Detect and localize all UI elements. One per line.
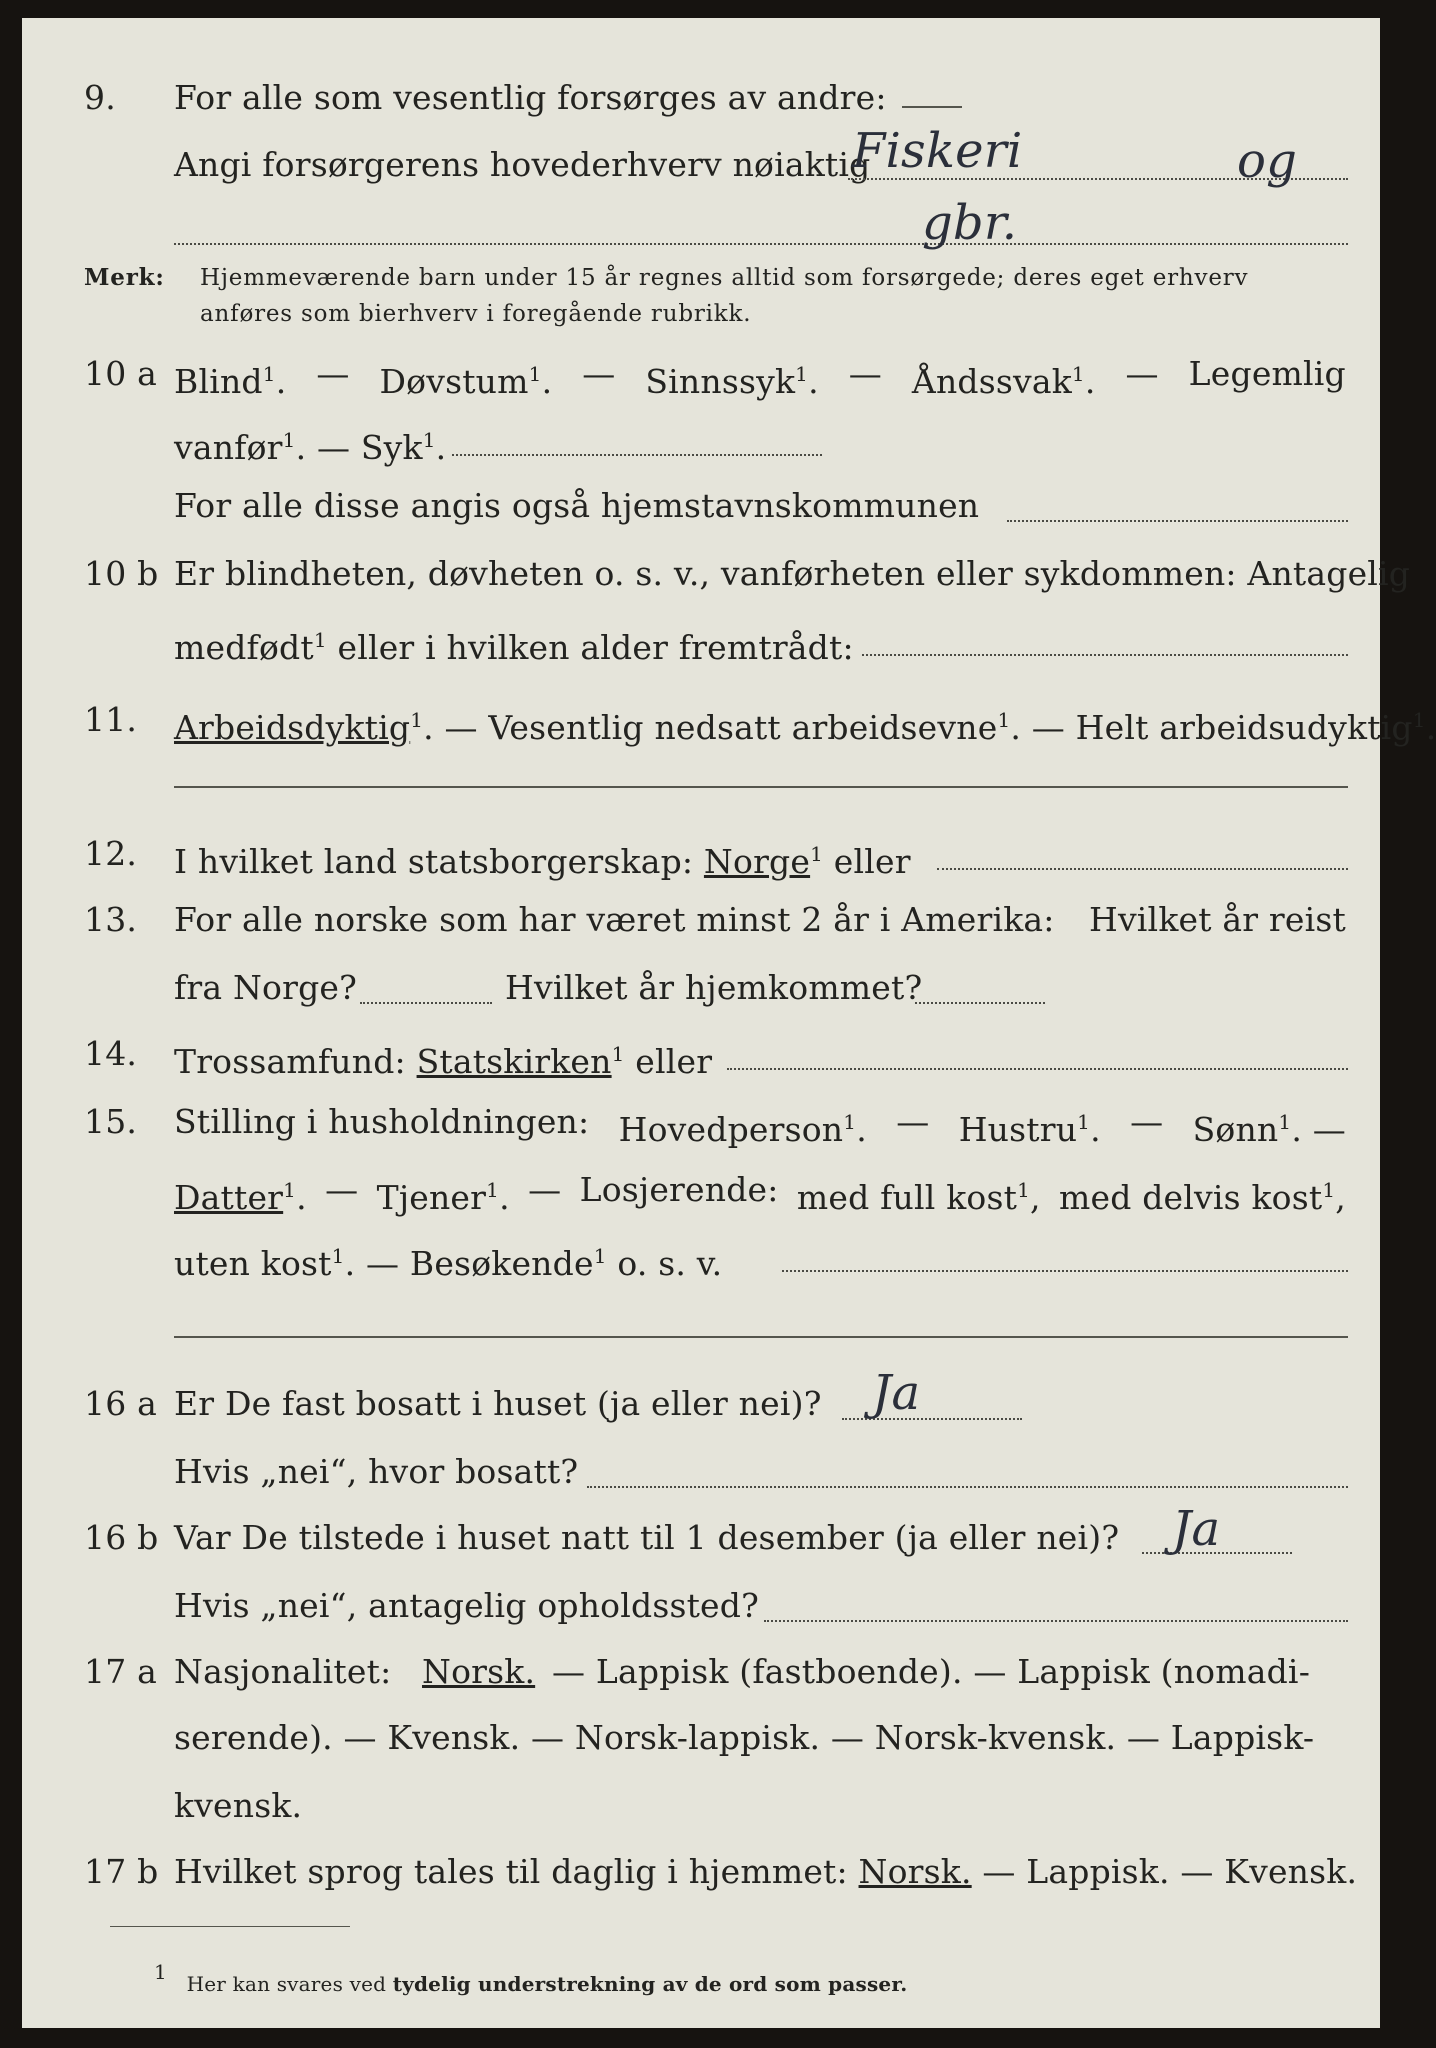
q13-line2b: Hvilket år hjemkommet? [505, 968, 923, 1007]
q17b-opt-norsk: Norsk. [858, 1852, 972, 1891]
q13-hjem-line [915, 1002, 1045, 1004]
q13-reist-line [360, 1002, 492, 1004]
q10a-line1 [174, 354, 1346, 402]
q16a-line1: Er De fast bosatt i huset (ja eller nei)? [174, 1384, 822, 1423]
q10a-opt-andssvak: Åndssvak$^1$. [911, 362, 1096, 401]
q16a-answer-line [842, 1418, 1022, 1420]
q14-number: 14. [84, 1034, 138, 1073]
q10a-sep: — [316, 354, 350, 393]
q13-number: 13. [84, 900, 138, 939]
q10b-number: 10 b [84, 554, 159, 593]
section-rule-1 [174, 786, 1348, 788]
q11-number: 11. [84, 700, 138, 739]
footnote: 1 Her kan svares ved tydelig understrekning av de ord som passer. [154, 1960, 908, 1996]
q9-line2: Angi forsørgerens hovederhverv nøiaktig [174, 145, 871, 184]
q11-line: Arbeidsdyktig$^1$. — Vesentlig nedsatt arbeidsevne$^1$. — Helt arbeidsudyktig$^1$. [174, 708, 1436, 747]
q17b-line: Hvilket sprog tales til daglig i hjemmet: Norsk. — Lappisk. — Kvensk. [174, 1852, 1358, 1891]
q10a-sep: — [848, 354, 882, 393]
merk-line1: Hjemmeværende barn under 15 år regnes alltid som forsørgede; deres eget erhverv [200, 265, 1249, 291]
merk-label: Merk: [84, 264, 165, 291]
q9-answer-line-2 [174, 243, 1348, 245]
q13-line1: For alle norske som har været minst 2 år i Amerika: Hvilket år reist [174, 900, 1346, 939]
q15-line1: Stilling i husholdningen: Hovedperson$^1$. — Hustru$^1$. — Sønn$^1$. — [174, 1102, 1346, 1149]
q15-answer-line [782, 1270, 1348, 1272]
q17a-line1a: Nasjonalitet: [174, 1652, 392, 1691]
q14-answer-line [727, 1068, 1348, 1070]
q10a-sep: — [582, 354, 616, 393]
q12-number: 12. [84, 834, 138, 873]
q11-opt-arbeidsdyktig: Arbeidsdyktig [174, 708, 411, 747]
q16a-answer-handwritten: Ja [872, 1365, 921, 1421]
q16b-answer-handwritten: Ja [1172, 1501, 1221, 1557]
q14-opt-statskirken: Statskirken [416, 1042, 612, 1081]
footnote-rule [110, 1926, 350, 1927]
q13-line2a: fra Norge? [174, 968, 358, 1007]
q9-line1: For alle som vesentlig forsørges av andre: [174, 78, 887, 117]
q15-number: 15. [84, 1102, 138, 1141]
q14-line: Trossamfund: Statskirken$^1$ eller [174, 1042, 713, 1081]
q10a-line3: For alle disse angis også hjemstavnskommunen [174, 486, 980, 525]
q9-number: 9. [84, 78, 116, 117]
merk-line2: anføres som bierhverv i foregående rubrikk. [200, 301, 752, 327]
q16b-line1: Var De tilstede i huset natt til 1 desember (ja eller nei)? [174, 1518, 1120, 1557]
q16b-line2: Hvis „nei“, antagelig opholdssted? [174, 1586, 759, 1625]
q17a-line1b: — Lappisk (fastboende). — Lappisk (nomadi- [552, 1652, 1311, 1691]
q10a-line2: vanfør$^1$. — Syk$^1$. [174, 428, 447, 467]
q10a-syk-line [452, 454, 822, 456]
q15-line3: uten kost$^1$. — Besøkende$^1$ o. s. v. [174, 1244, 723, 1283]
q16b-opholdssted-line [764, 1620, 1348, 1622]
q15-opt-datter: Datter [174, 1178, 284, 1217]
q10a-opt-legemlig: Legemlig [1188, 354, 1346, 393]
q17a-line2: serende). — Kvensk. — Norsk-lappisk. — Norsk-kvensk. — Lappisk- [174, 1718, 1315, 1757]
q17a-number: 17 a [84, 1652, 157, 1691]
q9-answer-handwritten-1: Fiskeri [852, 123, 1023, 179]
q9-dash [902, 106, 962, 108]
q12-line: I hvilket land statsborgerskap: Norge$^1$ eller [174, 842, 911, 881]
q17a-line3: kvensk. [174, 1786, 303, 1825]
q12-opt-norge: Norge [703, 842, 811, 881]
q10a-sep: — [1125, 354, 1159, 393]
census-form-page [22, 18, 1436, 2028]
q16a-bosatt-line [587, 1486, 1348, 1488]
q9-answer-handwritten-2: og [1237, 133, 1298, 189]
q10b-line2: medfødt$^1$ eller i hvilken alder fremtrådt: [174, 628, 854, 667]
q10a-opt-dovstum: Døvstum$^1$. [379, 362, 553, 401]
q16a-line2: Hvis „nei“, hvor bosatt? [174, 1452, 579, 1491]
q17a-opt-norsk: Norsk. [422, 1652, 536, 1691]
q12-answer-line [937, 868, 1348, 870]
q10a-opt-blind: Blind$^1$. [174, 362, 287, 401]
q9-answer-handwritten-3: gbr. [922, 195, 1018, 251]
q10a-opt-sinnssyk: Sinnssyk$^1$. [645, 362, 819, 401]
section-rule-2 [174, 1336, 1348, 1338]
q15-line2: Datter$^1$. — Tjener$^1$. — Losjerende: med full kost$^1$, med delvis kost$^1$, [174, 1170, 1346, 1217]
q16b-number: 16 b [84, 1518, 159, 1557]
q10a-number: 10 a [84, 354, 157, 393]
q16a-number: 16 a [84, 1384, 157, 1423]
q10b-line1: Er blindheten, døvheten o. s. v., vanførheten eller sykdommen: Antagelig [174, 554, 1411, 593]
q17b-number: 17 b [84, 1852, 159, 1891]
q10a-kommune-line [1007, 520, 1348, 522]
q10b-answer-line [862, 654, 1348, 656]
